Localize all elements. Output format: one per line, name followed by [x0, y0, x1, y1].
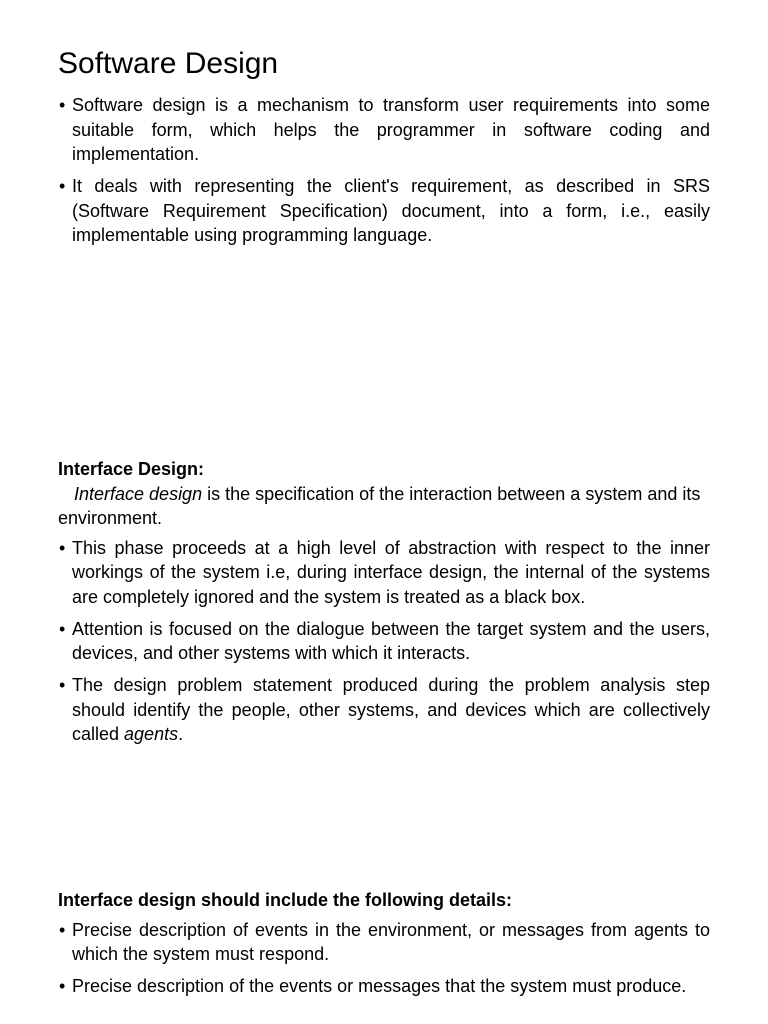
bullet-icon: • [59, 95, 66, 115]
bullet-icon: • [59, 537, 66, 558]
section-heading: Interface Design: [58, 459, 205, 479]
list-item [58, 93, 710, 167]
list-item [58, 617, 710, 666]
bullet-text: Software design is a mechanism to transform user requirements into some suitable form, which helps the programmer in software coding and implementation. [72, 95, 710, 164]
interface-bullet-list [58, 536, 710, 747]
bullet-icon: • [59, 618, 66, 639]
page-title: Software Design [58, 47, 279, 80]
list-item [58, 918, 710, 967]
bullet-icon: • [59, 176, 66, 196]
bullet-text: Precise description of the events or messages that the system must produce. [72, 976, 687, 996]
bullet-icon: • [59, 976, 66, 996]
list-item [58, 974, 710, 999]
bullet-text: The design problem statement produced during the problem analysis step should identify the people, other systems, and devices which are collectively called [72, 675, 710, 744]
details-bullet-list [58, 918, 710, 999]
bullet-icon: • [59, 675, 66, 695]
bullet-icon: • [59, 919, 66, 940]
interface-details-section [58, 888, 710, 999]
section-intro [58, 482, 710, 531]
list-item [58, 174, 710, 248]
list-item [58, 536, 710, 610]
bullet-text: It deals with representing the client's requirement, as described in SRS (Software Requirement Specification) document, into a form, i.e., easily implementable using programming language. [72, 176, 710, 245]
intro-bullet-list [58, 93, 710, 248]
bullet-text: Attention is focused on the dialogue between the target system and the users, devices, and other systems with which it interacts. [72, 618, 710, 663]
bullet-text-end: . [178, 724, 184, 744]
list-item [58, 673, 710, 747]
intro-text: is the specification of the interaction between a system and its environment. [58, 483, 701, 528]
defined-term: Interface design [74, 483, 203, 504]
bullet-text: Precise description of events in the environment, or messages from agents to which the system must respond. [72, 919, 710, 964]
bullet-text: This phase proceeds at a high level of abstraction with respect to the inner workings of the system i.e, during interface design, the internal of the systems are completely ignored and the system is treated as a black box. [72, 537, 710, 607]
defined-term: agents [124, 724, 179, 744]
interface-design-section [58, 457, 710, 747]
section-heading: Interface design should include the following details: [58, 890, 513, 910]
